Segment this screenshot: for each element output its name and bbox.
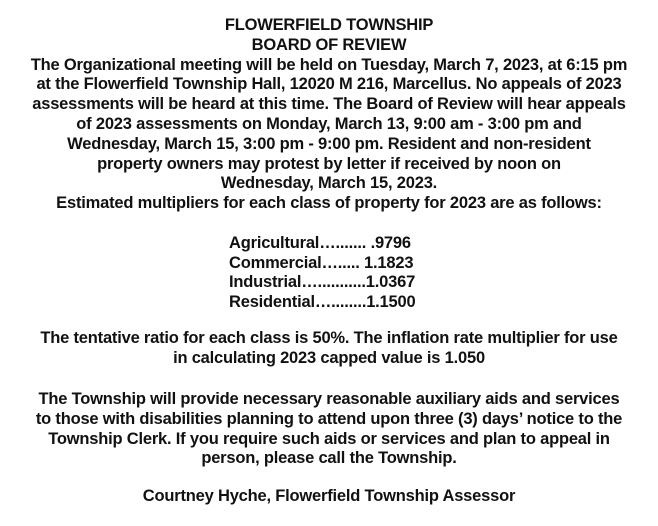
ada-line: The Township will provide necessary reasonable auxiliary aids and services [38,390,620,408]
signature-block [0,487,658,507]
body-line: at the Flowerfield Township Hall, 12020 M 216, Marcellus. No appeals of 2023 [36,75,622,94]
notice-header [0,16,658,214]
multiplier-residential: Residential…........1.1500 [229,292,416,311]
body-line: Wednesday, March 15, 3:00 pm - 9:00 pm. Resident and non-resident [67,134,591,153]
ratio-line: The tentative ratio for each class is 50%. The inflation rate multiplier for use [40,329,618,347]
ada-paragraph [0,390,658,469]
notice-subtitle: BOARD OF REVIEW [251,35,407,54]
body-line: assessments will be heard at this time. The Board of Review will hear appeals [32,95,626,114]
ada-line: person, please call the Township. [201,449,457,468]
ada-line: to those with disabilities planning to attend upon three (3) days’ notice to the [35,409,623,428]
ratio-line: in calculating 2023 capped value is 1.050 [173,348,485,367]
ratio-paragraph [0,329,658,369]
body-line: Wednesday, March 15, 2023. [220,174,438,193]
multiplier-agricultural: Agricultural…....... .9796 [229,234,411,252]
body-line: of 2023 assessments on Monday, March 13, 9:00 am - 3:00 pm and [76,114,582,133]
body-line: The Organizational meeting will be held on Tuesday, March 7, 2023, at 6:15 pm [30,55,628,74]
multiplier-list [229,234,415,312]
signature: Courtney Hyche, Flowerfield Township Assessor [142,487,516,505]
multiplier-commercial: Commercial…..... 1.1823 [229,253,414,272]
multiplier-industrial: Industrial…...........1.0367 [229,273,416,292]
body-line: Estimated multipliers for each class of property for 2023 are as follows: [56,194,602,213]
body-line: property owners may protest by letter if received by noon on [97,154,561,173]
notice-title: FLOWERFIELD TOWNSHIP [224,16,434,34]
ada-line: Township Clerk. If you require such aids or services and plan to appeal in [48,429,610,448]
